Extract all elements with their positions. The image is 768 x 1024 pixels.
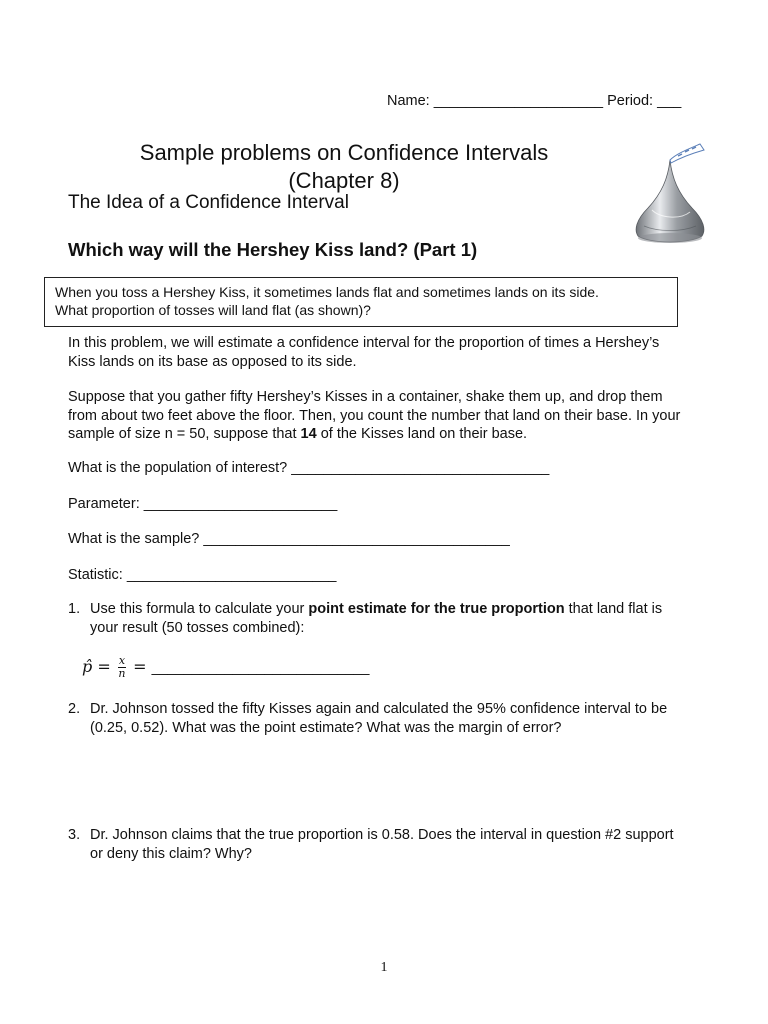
- formula-blank[interactable]: ___________________________: [151, 660, 370, 676]
- period-label: Period:: [607, 93, 654, 109]
- page-title-chapter: (Chapter 8): [288, 168, 400, 193]
- parameter-fill-in: Parameter: ________________________: [68, 496, 338, 512]
- question-2: [68, 700, 688, 740]
- question-text: Dr. Johnson tossed the fifty Kisses again and calculated the 95% confidence interval to be (0.25, 0.52). What was the point estimate? What was the margin of error?: [90, 701, 668, 736]
- intro-paragraph-1: In this problem, we will estimate a confidence interval for the proportion of times a Hershey’s Kiss lands on its base as opposed to its side.: [68, 335, 660, 370]
- statistic-blank[interactable]: __________________________: [126, 567, 337, 583]
- problem-box-line-1: When you toss a Hershey Kiss, it sometimes lands flat and sometimes lands on its side.: [55, 284, 599, 300]
- question-3: [68, 826, 688, 866]
- parameter-blank[interactable]: ________________________: [143, 496, 338, 512]
- question-number: 2.: [68, 701, 81, 717]
- name-label: Name:: [387, 93, 430, 109]
- population-fill-in: What is the population of interest? ________________________________: [68, 460, 550, 476]
- fraction: $\frac{x}{n}$: [118, 654, 126, 680]
- sample-blank[interactable]: ______________________________________: [203, 531, 510, 547]
- question-1: [68, 600, 688, 640]
- problem-box: [44, 277, 678, 327]
- question-number: 1.: [68, 601, 81, 617]
- question-text: Dr. Johnson claims that the true proportion is 0.58. Does the interval in question #2 support or deny this claim? Why?: [90, 827, 674, 862]
- sample-fill-in: What is the sample? ______________________________________: [68, 531, 510, 547]
- problem-box-line-2: What proportion of tosses will land flat (as shown)?: [55, 302, 371, 318]
- question-text: Use this formula to calculate your point estimate for the true proportion that land flat is your result (50 tosses combined):: [90, 601, 663, 636]
- intro-paragraph-2: Suppose that you gather fifty Hershey’s Kisses in a container, shake them up, and drop them from about two feet above the floor. Then, you count the number that land on their base. In your sample of size n = 50, suppose that 14 of the Kisses land on their base.: [68, 389, 681, 442]
- population-blank[interactable]: ________________________________: [291, 460, 550, 476]
- statistic-fill-in: Statistic: __________________________: [68, 567, 337, 583]
- hershey-kiss-icon: [630, 138, 710, 248]
- problem-heading: Which way will the Hershey Kiss land? (Part 1): [68, 239, 478, 260]
- page-number: 1: [380, 960, 388, 975]
- question-number: 3.: [68, 827, 81, 843]
- period-blank[interactable]: ___: [657, 93, 682, 109]
- name-period-line: [387, 93, 681, 109]
- page-title: Sample problems on Confidence Intervals: [139, 140, 549, 165]
- section-subtitle: The Idea of a Confidence Interval: [68, 192, 349, 213]
- sample-count: 14: [300, 426, 317, 442]
- point-estimate-formula: p̂ = $\frac{x}{n}$ = ___________________________: [82, 654, 370, 680]
- name-blank[interactable]: _____________________: [433, 93, 604, 109]
